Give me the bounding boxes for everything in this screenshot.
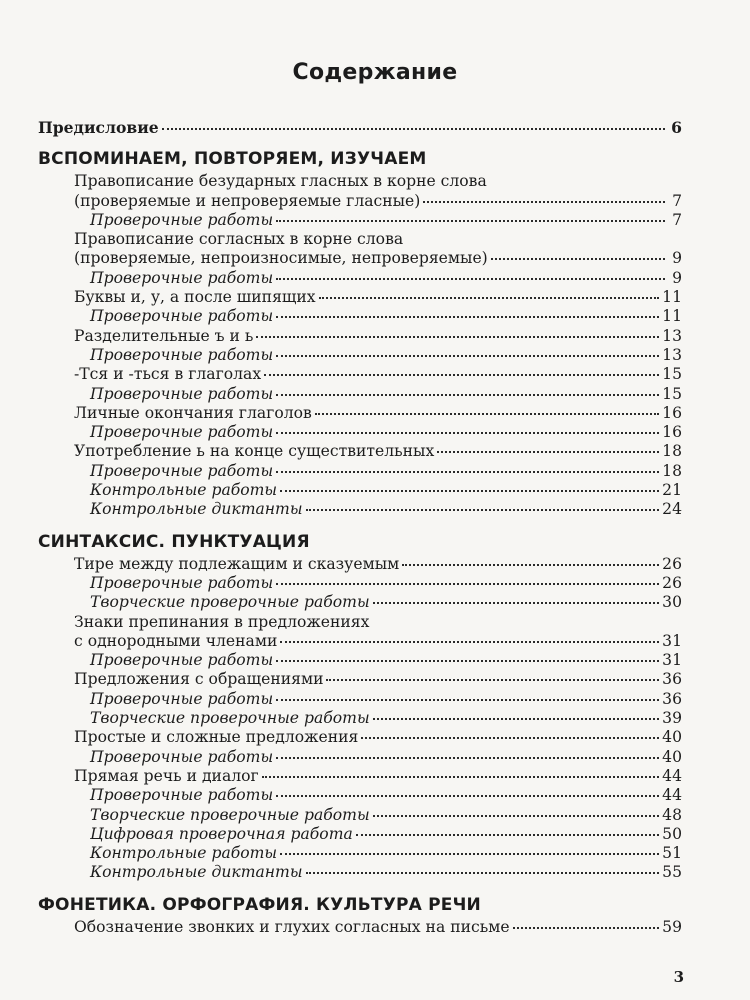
dot-leader bbox=[280, 641, 659, 643]
toc-entry[interactable] bbox=[38, 404, 682, 423]
toc-entry[interactable] bbox=[38, 269, 682, 288]
toc-entry-page: 13 bbox=[662, 345, 682, 364]
toc-entry-title: Контрольные работы bbox=[90, 844, 278, 863]
toc-entry[interactable] bbox=[38, 462, 682, 481]
toc-entry-title: Цифровая проверочная работа bbox=[90, 824, 353, 843]
toc-entry-page: 9 bbox=[672, 249, 682, 268]
page-title: Содержание bbox=[292, 60, 458, 85]
toc-entry-page: 13 bbox=[662, 326, 682, 345]
toc-entry-page: 40 bbox=[662, 728, 682, 747]
toc-entry-page: 9 bbox=[672, 268, 682, 287]
toc-entry-title: Творческие проверочные работы bbox=[90, 805, 370, 824]
toc-entry-title: Обозначение звонких и глухих согласных на письме bbox=[74, 917, 510, 936]
toc-entry[interactable] bbox=[38, 172, 682, 191]
toc-entry[interactable] bbox=[38, 767, 682, 786]
toc-entry-title: Проверочные работы bbox=[90, 786, 274, 805]
toc-entry-title: Проверочные работы bbox=[90, 461, 274, 480]
dot-leader bbox=[356, 834, 659, 836]
dot-leader bbox=[373, 718, 659, 720]
toc-entry-title: Правописание безударных гласных в корне слова bbox=[74, 172, 487, 191]
toc-entry-title: Проверочные работы bbox=[90, 573, 274, 592]
toc-entry-page: 18 bbox=[662, 461, 682, 480]
toc-entry-title: Проверочные работы bbox=[90, 689, 274, 708]
toc-entry-title: Проверочные работы bbox=[90, 268, 274, 287]
toc-entry-page: 44 bbox=[662, 786, 682, 805]
dot-leader bbox=[262, 776, 659, 778]
page-number: 3 bbox=[673, 968, 684, 986]
toc-entry-page: 16 bbox=[662, 423, 682, 442]
toc-entry[interactable] bbox=[38, 385, 682, 404]
dot-leader bbox=[276, 699, 659, 701]
dot-leader bbox=[264, 374, 659, 376]
toc-entry[interactable] bbox=[38, 249, 682, 268]
dot-leader bbox=[276, 394, 659, 396]
toc-entry-page: 31 bbox=[662, 631, 682, 650]
toc-section-heading: ВСПОМИНАЕМ, ПОВТОРЯЕМ, ИЗУЧАЕМ bbox=[38, 149, 427, 170]
toc-entry[interactable] bbox=[38, 346, 682, 365]
toc-entry-page: 55 bbox=[662, 863, 682, 882]
dot-leader bbox=[491, 258, 665, 260]
toc-entry[interactable] bbox=[38, 786, 682, 805]
toc-entry-title: Творческие проверочные работы bbox=[90, 709, 370, 728]
toc-entry-page: 11 bbox=[662, 307, 682, 326]
dot-leader bbox=[276, 660, 659, 662]
toc-entry[interactable] bbox=[38, 211, 682, 230]
toc-entry-page: 11 bbox=[662, 288, 682, 307]
dot-leader bbox=[373, 815, 659, 817]
toc-entry-page: 26 bbox=[662, 554, 682, 573]
toc-entry-page: 59 bbox=[662, 917, 682, 936]
dot-leader bbox=[306, 509, 660, 511]
toc-entry-title: Простые и сложные предложения bbox=[74, 728, 359, 747]
toc-entry-page: 51 bbox=[662, 844, 682, 863]
dot-leader bbox=[276, 355, 659, 357]
toc-entry[interactable] bbox=[38, 844, 682, 863]
toc-entry[interactable] bbox=[38, 670, 682, 689]
dot-leader bbox=[276, 471, 659, 473]
toc-entry-title: -Тся и -ться в глаголах bbox=[74, 365, 262, 384]
toc-entry-title: Проверочные работы bbox=[90, 747, 274, 766]
toc-entry-page: 31 bbox=[662, 651, 682, 670]
toc-entry[interactable] bbox=[38, 690, 682, 709]
toc-entry[interactable] bbox=[38, 863, 682, 882]
toc-entry-title: Контрольные диктанты bbox=[90, 863, 303, 882]
toc-entry[interactable] bbox=[38, 481, 682, 500]
toc-entry[interactable] bbox=[38, 365, 682, 384]
dot-leader bbox=[276, 278, 665, 280]
toc-entry-page: 16 bbox=[662, 403, 682, 422]
dot-leader bbox=[162, 128, 665, 130]
toc-entry-title: Проверочные работы bbox=[90, 307, 274, 326]
toc-entry-title: (проверяемые и непроверяемые гласные) bbox=[74, 191, 421, 210]
dot-leader bbox=[326, 679, 659, 681]
dot-leader bbox=[276, 757, 659, 759]
dot-leader bbox=[319, 297, 660, 299]
dot-leader bbox=[276, 316, 659, 318]
dot-leader bbox=[402, 564, 659, 566]
dot-leader bbox=[276, 583, 659, 585]
toc-entry-title: Правописание согласных в корне слова bbox=[74, 230, 404, 249]
toc-entry-title: Проверочные работы bbox=[90, 345, 274, 364]
dot-leader bbox=[437, 451, 659, 453]
toc-entry[interactable] bbox=[38, 593, 682, 612]
toc-entry-page: 7 bbox=[672, 191, 682, 210]
toc-entry[interactable] bbox=[38, 555, 682, 574]
toc-entry[interactable] bbox=[38, 709, 682, 728]
toc-entry[interactable] bbox=[38, 327, 682, 346]
toc-entry-title: Творческие проверочные работы bbox=[90, 593, 370, 612]
toc-entry[interactable] bbox=[38, 118, 682, 137]
toc-entry-page: 36 bbox=[662, 670, 682, 689]
toc-entry-page: 15 bbox=[662, 365, 682, 384]
toc-entry[interactable] bbox=[38, 918, 682, 937]
toc-section-heading: ФОНЕТИКА. ОРФОГРАФИЯ. КУЛЬТУРА РЕЧИ bbox=[38, 894, 481, 915]
toc-entry-page: 36 bbox=[662, 689, 682, 708]
toc-entry-page: 39 bbox=[662, 709, 682, 728]
toc-entry-page: 44 bbox=[662, 766, 682, 785]
toc-entry[interactable] bbox=[38, 748, 682, 767]
toc-entry-title: Разделительные ъ и ь bbox=[74, 326, 254, 345]
toc-entry-title: Проверочные работы bbox=[90, 384, 274, 403]
toc-entry[interactable] bbox=[38, 574, 682, 593]
toc-entry-title: Предложения с обращениями bbox=[74, 670, 324, 689]
dot-leader bbox=[423, 201, 665, 203]
dot-leader bbox=[373, 602, 659, 604]
toc-entry-page: 21 bbox=[662, 481, 682, 500]
toc-entry[interactable] bbox=[38, 825, 682, 844]
dot-leader bbox=[276, 432, 659, 434]
toc-entry-title: Контрольные диктанты bbox=[90, 500, 303, 519]
dot-leader bbox=[280, 853, 659, 855]
toc-entry-title: Буквы и, у, а после шипящих bbox=[74, 288, 316, 307]
toc-entry-title: Проверочные работы bbox=[90, 651, 274, 670]
toc-entry-title: Тире между подлежащим и сказуемым bbox=[74, 554, 400, 573]
toc-entry[interactable] bbox=[38, 651, 682, 670]
toc-entry-page: 15 bbox=[662, 384, 682, 403]
toc-entry-page: 50 bbox=[662, 824, 682, 843]
toc-entry-page: 6 bbox=[671, 118, 682, 137]
toc-entry-title: Контрольные работы bbox=[90, 481, 278, 500]
toc-entry[interactable] bbox=[38, 192, 682, 211]
toc-entry[interactable] bbox=[38, 307, 682, 326]
toc-entry-title: Личные окончания глаголов bbox=[74, 403, 312, 422]
toc-entry-page: 26 bbox=[662, 573, 682, 592]
toc-entry[interactable] bbox=[38, 442, 682, 461]
toc-entry-title: Знаки препинания в предложениях bbox=[74, 612, 370, 631]
toc-entry[interactable] bbox=[38, 632, 682, 651]
dot-leader bbox=[280, 490, 659, 492]
toc-entry[interactable] bbox=[38, 230, 682, 249]
toc-entry-page: 48 bbox=[662, 805, 682, 824]
toc-entry-title: Проверочные работы bbox=[90, 423, 274, 442]
toc-entry-title: Предисловие bbox=[38, 118, 159, 137]
dot-leader bbox=[256, 336, 659, 338]
toc-entry[interactable] bbox=[38, 613, 682, 632]
toc-entry[interactable] bbox=[38, 728, 682, 747]
toc-entry-title: (проверяемые, непроизносимые, непроверяемые) bbox=[74, 249, 488, 268]
toc-entry-page: 30 bbox=[662, 593, 682, 612]
toc-entry[interactable] bbox=[38, 288, 682, 307]
table-of-contents bbox=[38, 118, 682, 937]
toc-entry-title: Употребление ь на конце существительных bbox=[74, 442, 435, 461]
dot-leader bbox=[513, 927, 660, 929]
toc-entry-title: Прямая речь и диалог bbox=[74, 766, 259, 785]
toc-entry-page: 18 bbox=[662, 442, 682, 461]
dot-leader bbox=[306, 872, 660, 874]
toc-entry-page: 40 bbox=[662, 747, 682, 766]
toc-section-heading: СИНТАКСИС. ПУНКТУАЦИЯ bbox=[38, 531, 310, 552]
toc-entry[interactable] bbox=[38, 806, 682, 825]
toc-entry-title: с однородными членами bbox=[74, 631, 278, 650]
dot-leader bbox=[315, 413, 659, 415]
dot-leader bbox=[361, 737, 659, 739]
toc-entry[interactable] bbox=[38, 500, 682, 519]
dot-leader bbox=[276, 220, 665, 222]
toc-entry-page: 7 bbox=[672, 210, 682, 229]
toc-entry-page: 24 bbox=[662, 500, 682, 519]
toc-entry[interactable] bbox=[38, 423, 682, 442]
toc-entry-title: Проверочные работы bbox=[90, 210, 274, 229]
dot-leader bbox=[276, 795, 659, 797]
